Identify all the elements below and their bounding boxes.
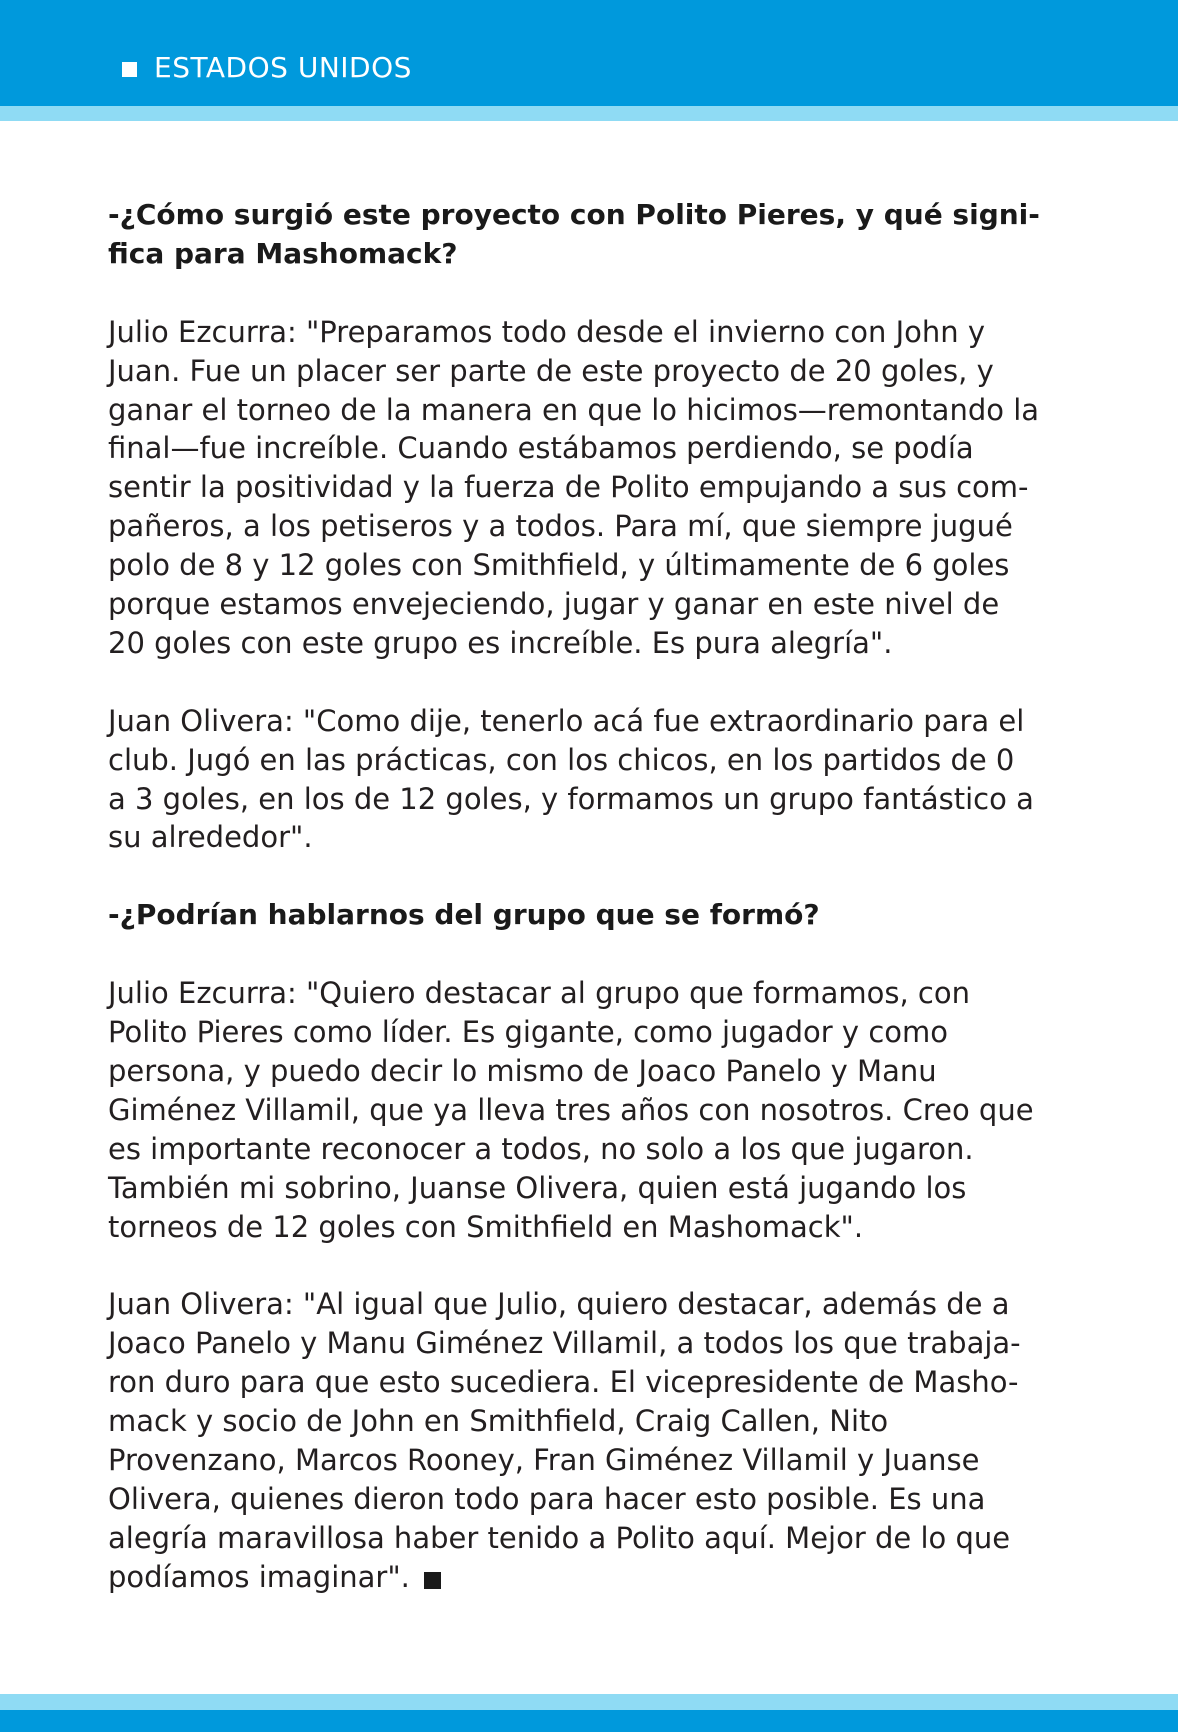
answer-line: ron duro para que esto sucediera. El vicepresidente de Masho- (108, 1365, 1019, 1400)
answer-line: a 3 goles, en los de 12 goles, y formamos un grupo fantástico a (108, 781, 1034, 816)
answer-line: Julio Ezcurra: "Preparamos todo desde el invierno con John y (108, 314, 986, 349)
header-stripe (0, 106, 1178, 121)
answer-line: Provenzano, Marcos Rooney, Fran Giménez Villamil y Juanse (108, 1442, 980, 1477)
answer-line: torneos de 12 goles con Smithfield en Mashomack". (108, 1209, 864, 1244)
question-1 (108, 196, 1078, 274)
answer-line: sentir la positividad y la fuerza de Polito empujando a sus com- (108, 470, 1029, 505)
paragraph-gap (108, 935, 1078, 974)
answer-line: pañeros, a los petiseros y a todos. Para mí, que siempre jugué (108, 509, 1013, 544)
answer-line: 20 goles con este grupo es increíble. Es pura alegría". (108, 625, 893, 660)
answer-line: Polito Pieres como líder. Es gigante, como jugador y como (108, 1014, 948, 1049)
answer-julio-2 (108, 974, 1078, 1246)
paragraph-gap (108, 1246, 1078, 1285)
answer-line: su alrededor". (108, 820, 313, 855)
answer-line: polo de 8 y 12 goles con Smithfield, y últimamente de 6 goles (108, 548, 1010, 583)
last-answer-line (108, 1558, 1078, 1597)
article-body (108, 196, 1078, 1597)
answer-line: mack y socio de John en Smithfield, Craig Callen, Nito (108, 1404, 889, 1439)
section-marker-square (122, 62, 137, 77)
footer-stripe (0, 1694, 1178, 1710)
answer-julio-1 (108, 313, 1078, 663)
end-of-article-mark (424, 1572, 441, 1589)
answer-line: Julio Ezcurra: "Quiero destacar al grupo que formamos, con (108, 976, 970, 1011)
answer-line: También mi sobrino, Juanse Olivera, quien está jugando los (108, 1170, 967, 1205)
answer-line: Juan. Fue un placer ser parte de este proyecto de 20 goles, y (108, 353, 994, 388)
answer-line: Juan Olivera: "Al igual que Julio, quiero destacar, además de a (108, 1287, 1010, 1322)
paragraph-gap (108, 663, 1078, 702)
answer-line: club. Jugó en las prácticas, con los chicos, en los partidos de 0 (108, 742, 1015, 777)
footer-bar (0, 1710, 1178, 1732)
answer-line: Giménez Villamil, que ya lleva tres años con nosotros. Creo que (108, 1092, 1034, 1127)
answer-line: Juan Olivera: "Como dije, tenerlo acá fue extraordinario para el (108, 703, 1025, 738)
answer-line: persona, y puedo decir lo mismo de Joaco Panelo y Manu (108, 1053, 937, 1088)
paragraph-gap (108, 274, 1078, 313)
question-2 (108, 896, 1078, 935)
answer-line: ganar el torneo de la manera en que lo hicimos—remontando la (108, 392, 1040, 427)
answer-line: es importante reconocer a todos, no solo a los que jugaron. (108, 1131, 974, 1166)
answer-juan-1 (108, 702, 1078, 858)
answer-juan-2 (108, 1285, 1078, 1596)
answer-line: alegría maravillosa haber tenido a Polito aquí. Mejor de lo que (108, 1520, 1011, 1555)
question-1-line: -¿Cómo surgió este proyecto con Polito Pieres, y qué signi- (108, 198, 1040, 231)
question-1-line: fica para Mashomack? (108, 236, 458, 270)
answer-line: porque estamos envejeciendo, jugar y ganar en este nivel de (108, 587, 1000, 622)
paragraph-gap (108, 857, 1078, 896)
answer-line-text: podíamos imaginar". (108, 1559, 410, 1594)
section-title: ESTADOS UNIDOS (154, 51, 412, 84)
question-2-line: -¿Podrían hablarnos del grupo que se formó? (108, 898, 820, 932)
answer-line: Olivera, quienes dieron todo para hacer esto posible. Es una (108, 1481, 986, 1516)
answer-line: Joaco Panelo y Manu Giménez Villamil, a todos los que trabaja- (108, 1326, 1021, 1361)
answer-line: final—fue increíble. Cuando estábamos perdiendo, se podía (108, 431, 974, 466)
